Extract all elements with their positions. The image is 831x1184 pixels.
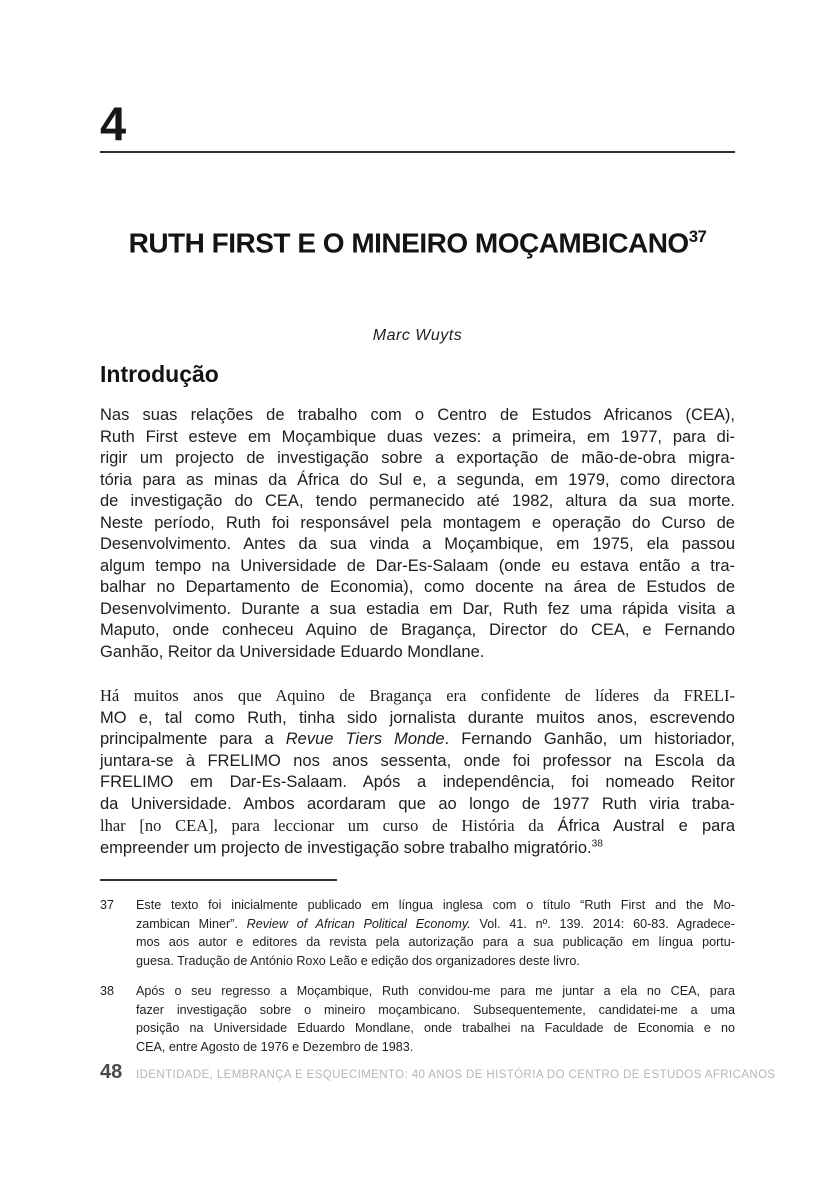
running-title: IDENTIDADE, LEMBRANÇA E ESQUECIMENTO: 40 ANOS DE HISTÓRIA DO CENTRO DE ESTUDOS AFRICANOS [136, 1069, 776, 1082]
text-segment: Revue Tiers Monde [285, 730, 445, 749]
footnote-line [136, 982, 735, 1001]
footnote-line [136, 1001, 735, 1020]
footnote-number: 37 [100, 898, 115, 913]
text-segment: Este texto foi inicialmente publicado em língua inglesa com o título “Ruth First and the Mo- [136, 898, 735, 913]
text-segment: Após o seu regresso a Moçambique, Ruth convidou-me para me juntar a ela no CEA, para [136, 984, 735, 999]
text-line: Desenvolvimento. Antes da sua vinda a Moçambique, em 1975, ela passou [100, 535, 735, 554]
text-line: tória para as minas da África do Sul e, a segunda, em 1979, como directora [100, 470, 735, 489]
section-heading: Introdução [100, 361, 219, 388]
footnote-37 [100, 896, 735, 970]
footnote-number: 38 [100, 984, 115, 999]
text-line: de investigação do CEA, tendo permanecido até 1982, altura da sua morte. [100, 492, 735, 511]
page-footer [100, 1061, 776, 1084]
footnote-line [136, 1019, 735, 1038]
article-title [100, 227, 735, 259]
text-line [100, 772, 735, 794]
footnote-line [136, 1038, 735, 1057]
text-segment: lhar [no CEA], para leccionar um curso de História da [100, 816, 558, 836]
text-segment: zambican Miner”. [136, 916, 247, 931]
text-line [100, 815, 735, 838]
article-title-text: RUTH FIRST E O MINEIRO MOÇAMBICANO [128, 227, 689, 259]
text-line: Nas suas relações de trabalho com o Centro de Estudos Africanos (CEA), [100, 406, 735, 425]
text-segment: MO e, tal como Ruth, tinha sido jornalista durante muitos anos, escrevendo [100, 708, 735, 727]
text-line [100, 794, 735, 816]
footnote-38 [100, 982, 735, 1056]
text-segment: África Austral e para [557, 817, 735, 836]
text-segment: da Universidade. Ambos acordaram que ao longo de 1977 Ruth viria traba- [100, 794, 735, 813]
footnote-text [136, 982, 735, 1056]
text-segment: principalmente para a [100, 730, 286, 749]
text-line: Neste período, Ruth foi responsável pela montagem e operação do Curso de [100, 513, 735, 532]
text-line [100, 838, 735, 860]
footnote-separator [100, 879, 337, 881]
text-segment: Há muitos anos que Aquino de Bragança era confidente de líderes da FRELI- [100, 686, 735, 706]
text-line: balhar no Departamento de Economia), como docente na área de Estudos de [100, 578, 735, 597]
text-segment: Vol. 41. nº. 139. 2014: 60-83. Agradece- [470, 916, 735, 931]
footnote-text [136, 896, 735, 970]
text-segment: FRELIMO em Dar-Es-Salaam. Após a independência, foi nomeado Reitor [100, 773, 735, 792]
text-segment: fazer investigação sobre o mineiro moçambicano. Subsequentemente, candidatei-me a uma [136, 1002, 735, 1017]
text-line: rigir um projecto de investigação sobre a exportação de mão-de-obra migra- [100, 449, 735, 468]
author-name: Marc Wuyts [372, 327, 463, 345]
text-line: Maputo, onde conheceu Aquino de Bragança, Director do CEA, e Fernando [100, 621, 735, 640]
text-segment: CEA, entre Agosto de 1976 e Dezembro de 1983. [136, 1039, 414, 1054]
text-segment: mos aos autor e editores da revista pela autorização para a sua publicação em língua portu- [136, 935, 735, 950]
footnote-line [136, 896, 735, 915]
text-segment: empreender um projecto de investigação sobre trabalho migratório. [100, 838, 592, 857]
text-segment: . Fernando Ganhão, um historiador, [444, 730, 735, 749]
text-line: Desenvolvimento. Durante a sua estadia em Dar, Ruth fez uma rápida visita a [100, 599, 735, 618]
title-footnote-ref: 37 [688, 227, 707, 246]
footnote-line [136, 915, 735, 934]
intro-paragraph-2 [100, 685, 735, 859]
footnote-line [136, 933, 735, 952]
text-line: Ganhão, Reitor da Universidade Eduardo Mondlane. [100, 642, 485, 661]
text-segment: Review of African Political Economy. [246, 916, 471, 931]
text-line [100, 751, 735, 773]
text-segment: posição na Universidade Eduardo Mondlane, onde trabalhei na Faculdade de Economia e no [136, 1021, 735, 1036]
chapter-number: 4 [100, 97, 126, 150]
text-line [100, 708, 735, 730]
text-segment: 38 [591, 838, 603, 850]
chapter-rule [100, 151, 735, 153]
text-segment: juntara-se à FRELIMO nos anos sessenta, onde foi professor na Escola da [100, 751, 735, 770]
footnote-line [136, 952, 735, 971]
text-line: algum tempo na Universidade de Dar-Es-Salaam (onde eu estava então a tra- [100, 556, 735, 575]
text-line [100, 685, 735, 708]
text-line: Ruth First esteve em Moçambique duas vezes: a primeira, em 1977, para di- [100, 427, 735, 446]
intro-paragraph-1 [100, 405, 735, 663]
text-line [100, 729, 735, 751]
page-number: 48 [100, 1061, 123, 1084]
text-segment: guesa. Tradução de António Roxo Leão e edição dos organizadores deste livro. [136, 953, 580, 968]
